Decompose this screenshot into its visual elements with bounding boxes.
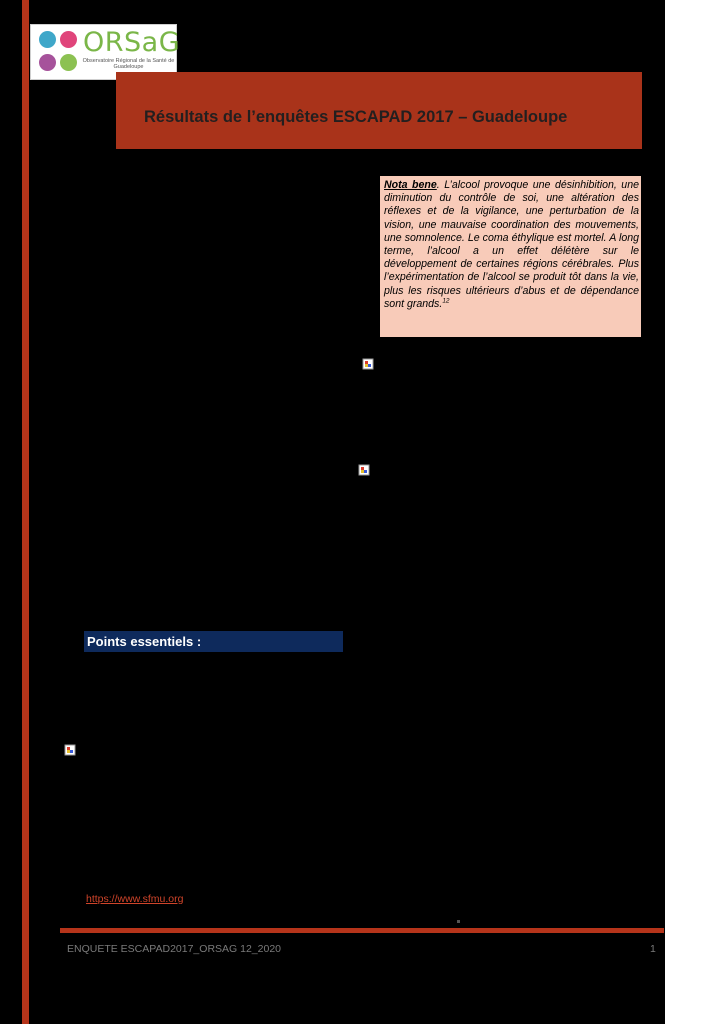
page-title: Résultats de l’enquêtes ESCAPAD 2017 – Guadeloupe bbox=[144, 108, 568, 126]
footer-document-label: ENQUETE ESCAPAD2017_ORSAG 12_2020 bbox=[67, 943, 281, 955]
bar-chart-icon bbox=[39, 54, 56, 71]
broken-image-icon bbox=[362, 357, 374, 369]
logo-wordmark: ORSaG bbox=[83, 27, 181, 58]
broken-image-icon bbox=[358, 463, 370, 475]
source-link[interactable]: https://www.sfmu.org bbox=[86, 893, 184, 905]
nota-bene-text: . L’alcool provoque une désinhibition, une diminution du contrôle de soi, une altération des réflexes et de la vigilance, une perturbation de la vision, une mauvaise coordination des mouvements, une somnolence. Le coma éthylique est mortel. A long terme, l’alcool a un effet délétère sur le développement de certaines régions cérébrales. Plus l’expérimentation de l’alcool se produit tôt dans la vie, plus les risques ultérieurs d’abus et de dépendance sont grands. bbox=[384, 179, 639, 310]
title-banner bbox=[116, 72, 642, 149]
logo-subtitle: Observatoire Régional de la Santé de Guadeloupe bbox=[82, 58, 175, 70]
nota-bene-box bbox=[380, 176, 641, 337]
footer-rule bbox=[60, 928, 664, 933]
left-accent-rule bbox=[22, 0, 29, 1024]
points-essentiels-label: Points essentiels : bbox=[87, 634, 202, 649]
nota-bene-label: Nota bene bbox=[384, 179, 437, 191]
broken-image-icon bbox=[64, 743, 76, 755]
stray-mark bbox=[457, 920, 460, 923]
points-essentiels-heading bbox=[84, 631, 343, 652]
leaf-icon bbox=[60, 54, 77, 71]
logo-icon-group bbox=[39, 31, 79, 75]
footnote-reference: 12 bbox=[442, 297, 450, 305]
page-number: 1 bbox=[650, 943, 656, 955]
search-icon bbox=[39, 31, 56, 48]
heart-icon bbox=[60, 31, 77, 48]
